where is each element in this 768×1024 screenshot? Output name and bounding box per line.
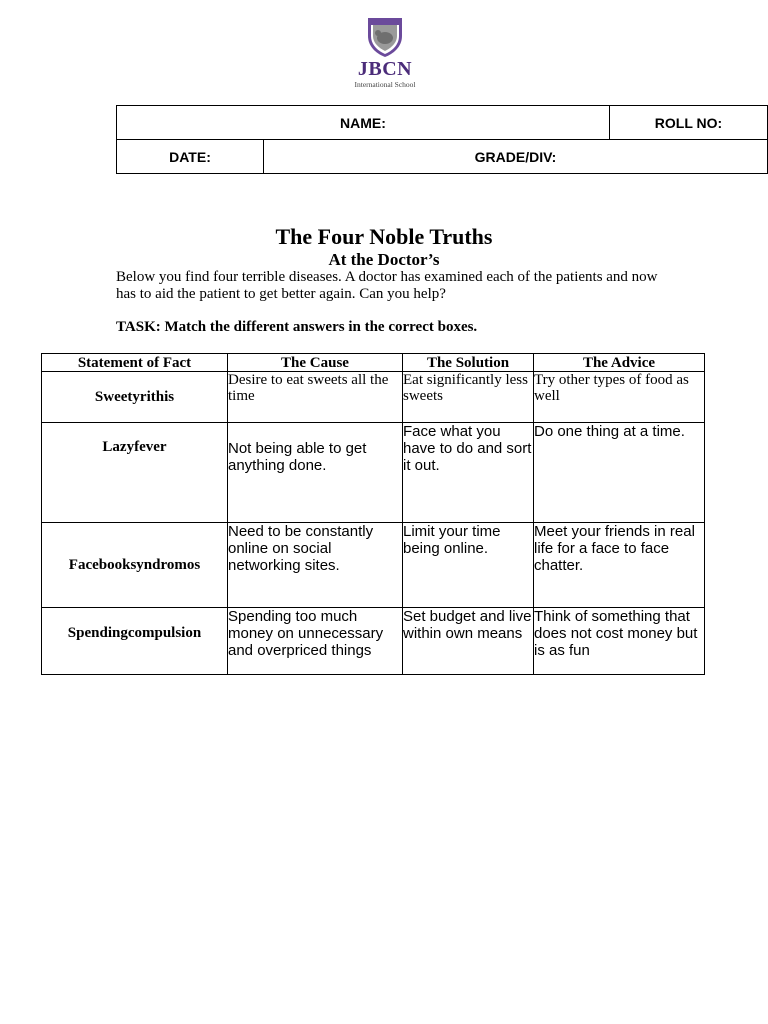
intro-paragraph: Below you find four terrible diseases. A doctor has examined each of the patients and now has to aid the patient to get better again. Can you help? [116, 269, 658, 302]
disease-name: Lazyfever [42, 423, 228, 523]
date-field[interactable] [117, 140, 264, 174]
student-info-table [116, 105, 768, 174]
logo-wordmark: JBCN [357, 58, 413, 80]
header-solution: The Solution [403, 354, 534, 372]
advice-cell[interactable]: Think of something that does not cost money but is as fun [534, 608, 705, 675]
cause-cell[interactable]: Desire to eat sweets all the time [228, 372, 403, 423]
logo-subtitle: International School [354, 80, 416, 89]
disease-name: Spendingcompulsion [42, 608, 228, 675]
solution-cell[interactable]: Face what you have to do and sort it out. [403, 423, 534, 523]
grade-label: GRADE/DIV: [474, 148, 557, 165]
school-logo [330, 16, 440, 90]
page-subtitle: At the Doctor’s [328, 250, 440, 269]
matching-table [41, 353, 705, 675]
cause-cell[interactable]: Need to be constantly online on social networking sites. [228, 523, 403, 608]
solution-cell[interactable]: Eat significantly less sweets [403, 372, 534, 423]
table-row [42, 372, 705, 423]
table-row [42, 523, 705, 608]
table-row [42, 423, 705, 523]
page-title: The Four Noble Truths [275, 224, 493, 249]
date-label: DATE: [169, 148, 211, 165]
name-field[interactable] [117, 106, 610, 140]
roll-label: ROLL NO: [654, 114, 723, 131]
header-cause: The Cause [228, 354, 403, 372]
header-advice: The Advice [534, 354, 705, 372]
shield-crest-icon [365, 16, 405, 58]
roll-field[interactable] [610, 106, 768, 140]
cause-cell[interactable]: Spending too much money on unnecessary and overpriced things [228, 608, 403, 675]
grade-field[interactable] [264, 140, 768, 174]
table-row [42, 608, 705, 675]
name-label: NAME: [340, 114, 386, 131]
disease-name: Sweetyrithis [42, 372, 228, 423]
cause-cell[interactable]: Not being able to get anything done. [228, 423, 403, 523]
header-statement: Statement of Fact [42, 354, 228, 372]
table-header-row [42, 354, 705, 372]
task-instruction: TASK: Match the different answers in the correct boxes. [116, 319, 478, 335]
advice-cell[interactable]: Try other types of food as well [534, 372, 705, 423]
advice-cell[interactable]: Meet your friends in real life for a face to face chatter. [534, 523, 705, 608]
disease-name: Facebooksyndromos [42, 523, 228, 608]
solution-cell[interactable]: Set budget and live within own means [403, 608, 534, 675]
solution-cell[interactable]: Limit your time being online. [403, 523, 534, 608]
advice-cell[interactable]: Do one thing at a time. [534, 423, 705, 523]
